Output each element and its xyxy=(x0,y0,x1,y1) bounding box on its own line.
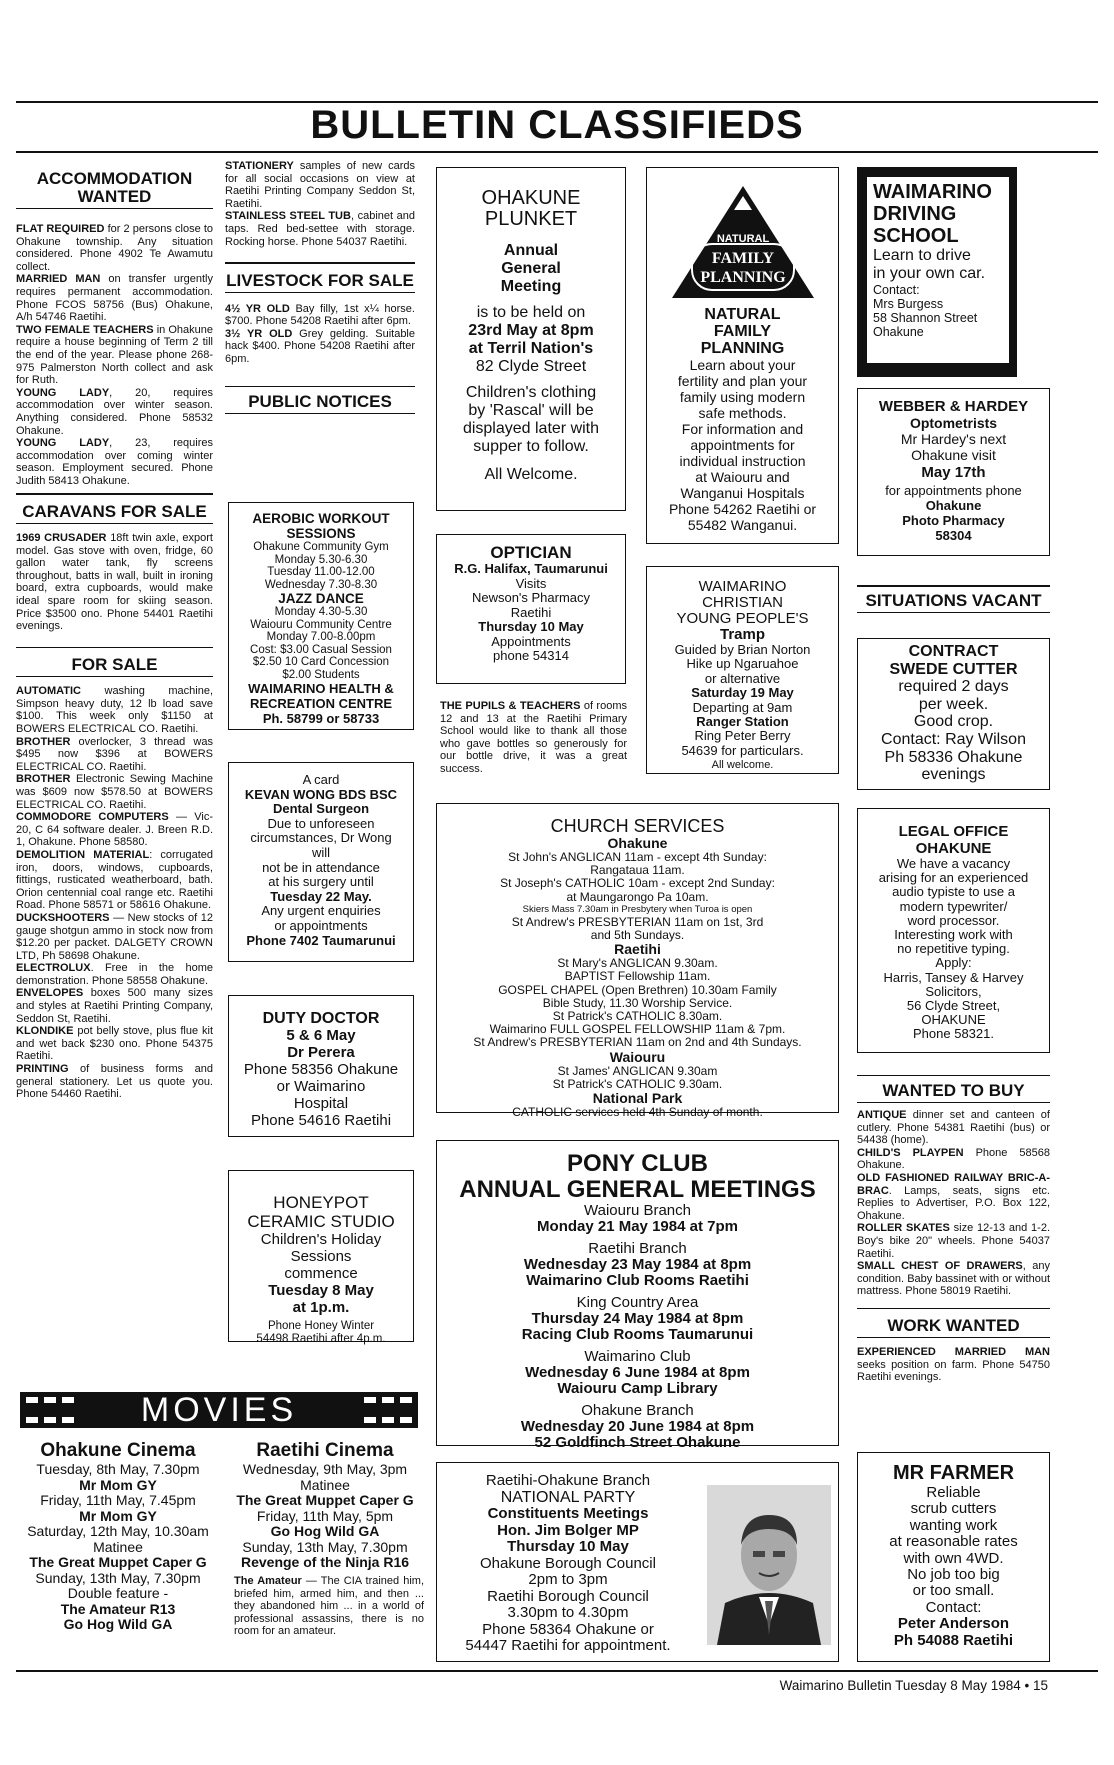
list-item: 1969 CRUSADER 18ft twin axle, export model. Gas stove with oven, fridge, 60 gallon water tank, fly screens throughout, batts in wall, built in ironing board, extra cupboards, would make ideal spare room for skiing season. Price $3500 ono. Phone 54401 Raetihi evenings. xyxy=(16,531,213,633)
svg-text:NATURAL: NATURAL xyxy=(716,233,769,245)
optician-ad: OPTICIAN R.G. Halifax, Taumarunui Visits Newson's Pharmacy Raetihi Thursday 10 May Appointments phone 54314 xyxy=(436,534,626,684)
dental-surgeon-ad: A card KEVAN WONG BDS BSC Dental Surgeon Due to unforeseen circumstances, Dr Wong will not be in attendance at his surgery until Tuesday 22 May. Any urgent enquiries or appointments Phone 7402 Taumarunui xyxy=(228,762,414,962)
ohakune-cinema-listing: Ohakune Cinema Tuesday, 8th May, 7.30pm Mr Mom GY Friday, 11th May, 7.45pm Mr Mom GY Saturday, 12th May, 10.30am Matinee The Great Muppet Caper G Sunday, 13th May, 7.30pm Double feature - The Amateur R13 Go Hog Wild GA xyxy=(27,1440,209,1632)
list-item: COMMODORE COMPUTERS — Vic-20, C 64 software dealer. J. Breen R.D. 1, Ohakune. Phone 58580. xyxy=(16,811,214,849)
list-item: BROTHER overlocker, 3 thread was $495 now $396 at BOWERS ELECTRICAL CO. Raetihi. xyxy=(16,735,213,773)
bottom-rule xyxy=(16,1670,1098,1672)
pony-club-agm-ad: PONY CLUB ANNUAL GENERAL MEETINGS Waiouru Branch Monday 21 May 1984 at 7pm Raetihi Branch Wednesday 23 May 1984 at 8pm Waimarino Club Rooms Raetihi King Country Area Thursday 24 May 1984 at 8pm Racing Club Rooms Taumarunui Waimarino Club Wednesday 6 June 1984 at 8pm Waiouru Camp Library Ohakune Branch Wednesday 20 June 1984 at 8pm 52 Goldfinch Street Ohakune xyxy=(436,1140,839,1446)
column-1 xyxy=(16,170,213,1101)
column-2 xyxy=(225,160,415,414)
public-notices-heading: PUBLIC NOTICES xyxy=(225,393,415,414)
for-sale-list xyxy=(16,685,213,1101)
divider xyxy=(16,647,213,649)
list-item: STATIONERY samples of new cards for all social occasions on view at Raetihi Printing Company Seddon St, Raetihi. xyxy=(225,160,415,210)
list-item: ENVELOPES boxes 500 many sizes and styles at Raetihi Printing Company, Seddon St, Raetihi. xyxy=(16,987,213,1025)
christian-tramp-ad: WAIMARINO CHRISTIAN YOUNG PEOPLE'S Tramp Guided by Brian Norton Hike up Ngaruahoe or alternative Saturday 19 May Departing at 9am Ranger Station Ring Peter Berry 54639 for particulars. All welcome. xyxy=(646,566,839,774)
list-item: ANTIQUE dinner set and canteen of cutlery. Phone 54381 Raetihi (bus) or 54438 (home). xyxy=(857,1109,1050,1147)
list-item: OLD FASHIONED RAILWAY BRIC-A-BRAC. Lamps, seats, signs etc. Replies to Advertiser, P.O. Box 122, Ohakune. xyxy=(857,1171,1050,1222)
national-party-text: Raetihi-Ohakune Branch NATIONAL PARTY Constituents Meetings Hon. Jim Bolger MP Thursday 10 May Ohakune Borough Council 2pm to 3pm Raetihi Borough Council 3.30pm to 4.30pm Phone 58364 Ohakune or 54447 Raetihi for appointment. xyxy=(465,1472,671,1654)
livestock-heading: LIVESTOCK FOR SALE xyxy=(225,272,415,293)
divider xyxy=(857,585,1050,587)
amateur-blurb: The Amateur — The CIA trained him, briefed him, armed him, and then ... they abandoned him ... in a world of professional assassins, there is no room for an amateur. xyxy=(234,1575,424,1638)
list-item: DEMOLITION MATERIAL: corrugated iron, doors, windows, cupboards, fittings, rusticated weatherboard, bath. Orion centennial coal range etc. Raetihi Road. Phone 58571 or 58616 Ohakune. xyxy=(16,848,213,912)
page-footer: Waimarino Bulletin Tuesday 8 May 1984 • 15 xyxy=(779,1678,1048,1693)
wanted-to-buy-heading: WANTED TO BUY xyxy=(857,1075,1050,1103)
driving-school-ad xyxy=(857,167,1017,377)
mp-portrait-photo xyxy=(707,1485,831,1645)
swede-cutter-ad: CONTRACT SWEDE CUTTER required 2 days per week. Good crop. Contact: Ray Wilson Ph 58336 Ohakune evenings xyxy=(857,638,1050,790)
family-planning-logo xyxy=(668,182,818,302)
caravans-heading: CARAVANS FOR SALE xyxy=(16,503,213,524)
work-wanted-heading: WORK WANTED xyxy=(857,1308,1050,1338)
column-2-list xyxy=(225,160,415,248)
movies-banner xyxy=(20,1392,418,1428)
movies-title: MOVIES xyxy=(140,1391,298,1429)
divider xyxy=(225,386,415,388)
divider xyxy=(225,262,415,264)
duty-doctor-ad: DUTY DOCTOR 5 & 6 May Dr Perera Phone 58356 Ohakune or Waimarino Hospital Phone 54616 Raetihi xyxy=(228,995,414,1137)
list-item: DUCKSHOOTERS — New stocks of 12 gauge shotgun ammo in stock now from $12.20 per packet. DALGETY CROWN LTD, Ph 58698 Ohakune. xyxy=(16,911,213,962)
list-item: 3½ YR OLD Grey gelding. Suitable hack $400. Phone 54208 Raetihi after 6pm. xyxy=(225,327,415,366)
list-item: STAINLESS STEEL TUB, cabinet and taps. Red bed-settee with storage. Rocking horse. Phone 54037 Raetihi. xyxy=(225,210,415,248)
optometrists-ad: WEBBER & HARDEY Optometrists Mr Hardey's next Ohakune visit May 17th for appointments phone Ohakune Photo Pharmacy 58304 xyxy=(857,388,1050,556)
raetihi-cinema-listing: Raetihi Cinema Wednesday, 9th May, 3pm Matinee The Great Muppet Caper G Friday, 11th May, 5pm Go Hog Wild GA Sunday, 13th May, 7.30pm Revenge of the Ninja R16 xyxy=(236,1440,414,1570)
list-item: CHILD'S PLAYPEN Phone 58568 Ohakune. xyxy=(857,1146,1051,1172)
plunket-agm-ad: OHAKUNE PLUNKET Annual General Meeting is to be held on 23rd May at 8pm at Terril Nation's 82 Clyde Street Children's clothing by 'Rascal' will be displayed later with supper to follow. All Welcome. xyxy=(436,167,626,511)
title-rule xyxy=(16,151,1098,153)
list-item: PRINTING of business forms and general stationery. Let us quote you. Phone 54460 Raetihi. xyxy=(16,1063,213,1101)
list-item: ELECTROLUX. Free in the home demonstration. Phone 58558 Ohakune. xyxy=(16,962,213,987)
wanted-to-buy-list xyxy=(857,1109,1050,1298)
caravans-list xyxy=(16,532,213,633)
honeypot-ceramic-ad: HONEYPOT CERAMIC STUDIO Children's Holiday Sessions commence Tuesday 8 May at 1p.m. Phone Honey Winter 54498 Raetihi after 4p.m. xyxy=(228,1170,414,1342)
work-wanted-list xyxy=(857,1346,1050,1384)
accommodation-list xyxy=(16,223,213,487)
natural-family-planning-ad: NATURAL FAMILY PLANNING NATURAL FAMILY PLANNING Learn about your fertility and plan your family using modern safe methods. For information and appointments for individual instruction at Waiouru and Wanganui Hospitals Phone 54262 Raetihi or 55482 Wanganui. xyxy=(646,167,839,544)
pupils-thanks-notice: THE PUPILS & TEACHERS of rooms 12 and 13 at the Raetihi Primary School would like to thank all those who gave bottles so generously for our bottle drive, it was a great success. xyxy=(440,700,627,775)
divider xyxy=(16,493,213,495)
list-item: TWO FEMALE TEACHERS in Ohakune require a house beginning of Term 2 till the end of the year. Please phone 268-975 Palmerston North collect and ask for Ruth. xyxy=(16,323,213,387)
svg-text:PLANNING: PLANNING xyxy=(699,269,786,286)
mr-farmer-ad: MR FARMER Reliable scrub cutters wanting work at reasonable rates with own 4WD. No job too big or too small. Contact: Peter Anderson Ph 54088 Raetihi xyxy=(857,1452,1050,1662)
church-services-ad: CHURCH SERVICES Ohakune St John's ANGLICAN 11am - except 4th Sunday: Rangataua 11am. St Joseph's CATHOLIC 10am - except 2nd Sunday: at Maungarongo Pa 10am. Skiers Mass 7.30am in Presbytery when Turoa is open St Andrew's PRESBYTERIAN 11am on 1st, 3rd and 5th Sundays. Raetihi St Mary's ANGLICAN 9.30am. BAPTIST Fellowship 11am. GOSPEL CHAPEL (Open Brethren) 10.30am Family Bible Study, 11.30 Worship Service. St Patrick's CATHOLIC 8.30am. Waimarino FULL GOSPEL FELLOWSHIP 11am & 7pm. St Andrew's PRESBYTERIAN 11am on 2nd and 4th Sundays. Waiouru St James' ANGLICAN 9.30am St Patrick's CATHOLIC 9.30am. National Park CATHOLIC services held 4th Sunday of month. xyxy=(436,803,839,1113)
legal-office-ad: LEGAL OFFICE OHAKUNE We have a vacancy arising for an experienced audio typiste to use a modern typewriter/ word processor. Interesting work with no repetitive typing. Apply: Harris, Tansey & Harvey Solicitors, 56 Clyde Street, OHAKUNE Phone 58321. xyxy=(857,808,1050,1053)
for-sale-heading: FOR SALE xyxy=(16,656,213,677)
list-item: BROTHER Electronic Sewing Machine was $609 now $578.50 at BOWERS ELECTRICAL CO. Raetihi. xyxy=(16,773,213,811)
aerobic-workout-ad: AEROBIC WORKOUT SESSIONS Ohakune Community Gym Monday 5.30-6.30 Tuesday 11.00-12.00 Wednesday 7.30-8.30 JAZZ DANCE Monday 4.30-5.30 Waiouru Community Centre Monday 7.00-8.00pm Cost: $3.00 Casual Session $2.50 10 Card Concession $2.00 Students WAIMARINO HEALTH & RECREATION CENTRE Ph. 58799 or 58733 xyxy=(228,502,414,730)
list-item: KLONDIKE pot belly stove, plus flue kit and wet back $230 ono. Phone 54375 Raetihi. xyxy=(16,1025,213,1063)
list-item: 4½ YR OLD Bay filly, 1st x¼ horse. $700. Phone 54208 Raetihi after 6pm. xyxy=(225,302,415,328)
list-item: YOUNG LADY, 20, requires accommodation over winter season. Anything considered. Phone 58532 Ohakune. xyxy=(16,386,213,437)
list-item: SMALL CHEST OF DRAWERS, any condition. Baby bassinet with or without mattress. Phone 58019 Raetihi. xyxy=(857,1260,1050,1298)
accommodation-heading: ACCOMMODATION WANTED xyxy=(16,170,213,209)
driving-school-inner: WAIMARINO DRIVING SCHOOL Learn to drive in your own car. Contact: Mrs Burgess 58 Shannon Street Ohakune xyxy=(867,177,1009,363)
national-party-ad xyxy=(436,1462,839,1662)
list-item: YOUNG LADY, 23, requires accommodation over coming winter season. Employment secured. Phone Judith 58413 Ohakune. xyxy=(16,437,213,487)
list-item: MARRIED MAN on transfer urgently requires permanent accommodation. Phone FCOS 58756 (Bus) Ohakune, A/h 54746 Raetihi. xyxy=(16,273,213,324)
list-item: ROLLER SKATES size 12-13 and 1-2. Boy's bike 20" wheels. Phone 54037 Raetihi. xyxy=(857,1222,1051,1260)
svg-text:FAMILY: FAMILY xyxy=(711,250,774,267)
livestock-list xyxy=(225,303,415,366)
list-item: EXPERIENCED MARRIED MAN seeks position on farm. Phone 54750 Raetihi evenings. xyxy=(857,1345,1050,1384)
page-title: BULLETIN CLASSIFIEDS xyxy=(310,103,804,147)
list-item: FLAT REQUIRED for 2 persons close to Ohakune township. Any situation considered. Phone 4902 Te Awamutu collect. xyxy=(16,223,213,273)
wanted-to-buy-section xyxy=(857,1075,1050,1384)
situations-vacant-heading: SITUATIONS VACANT xyxy=(857,592,1050,613)
list-item: AUTOMATIC washing machine, Simpson heavy duty, 12 lb load save $100. This week only $1150 at BOWERS ELECTRICAL CO. Raetihi. xyxy=(16,685,213,735)
